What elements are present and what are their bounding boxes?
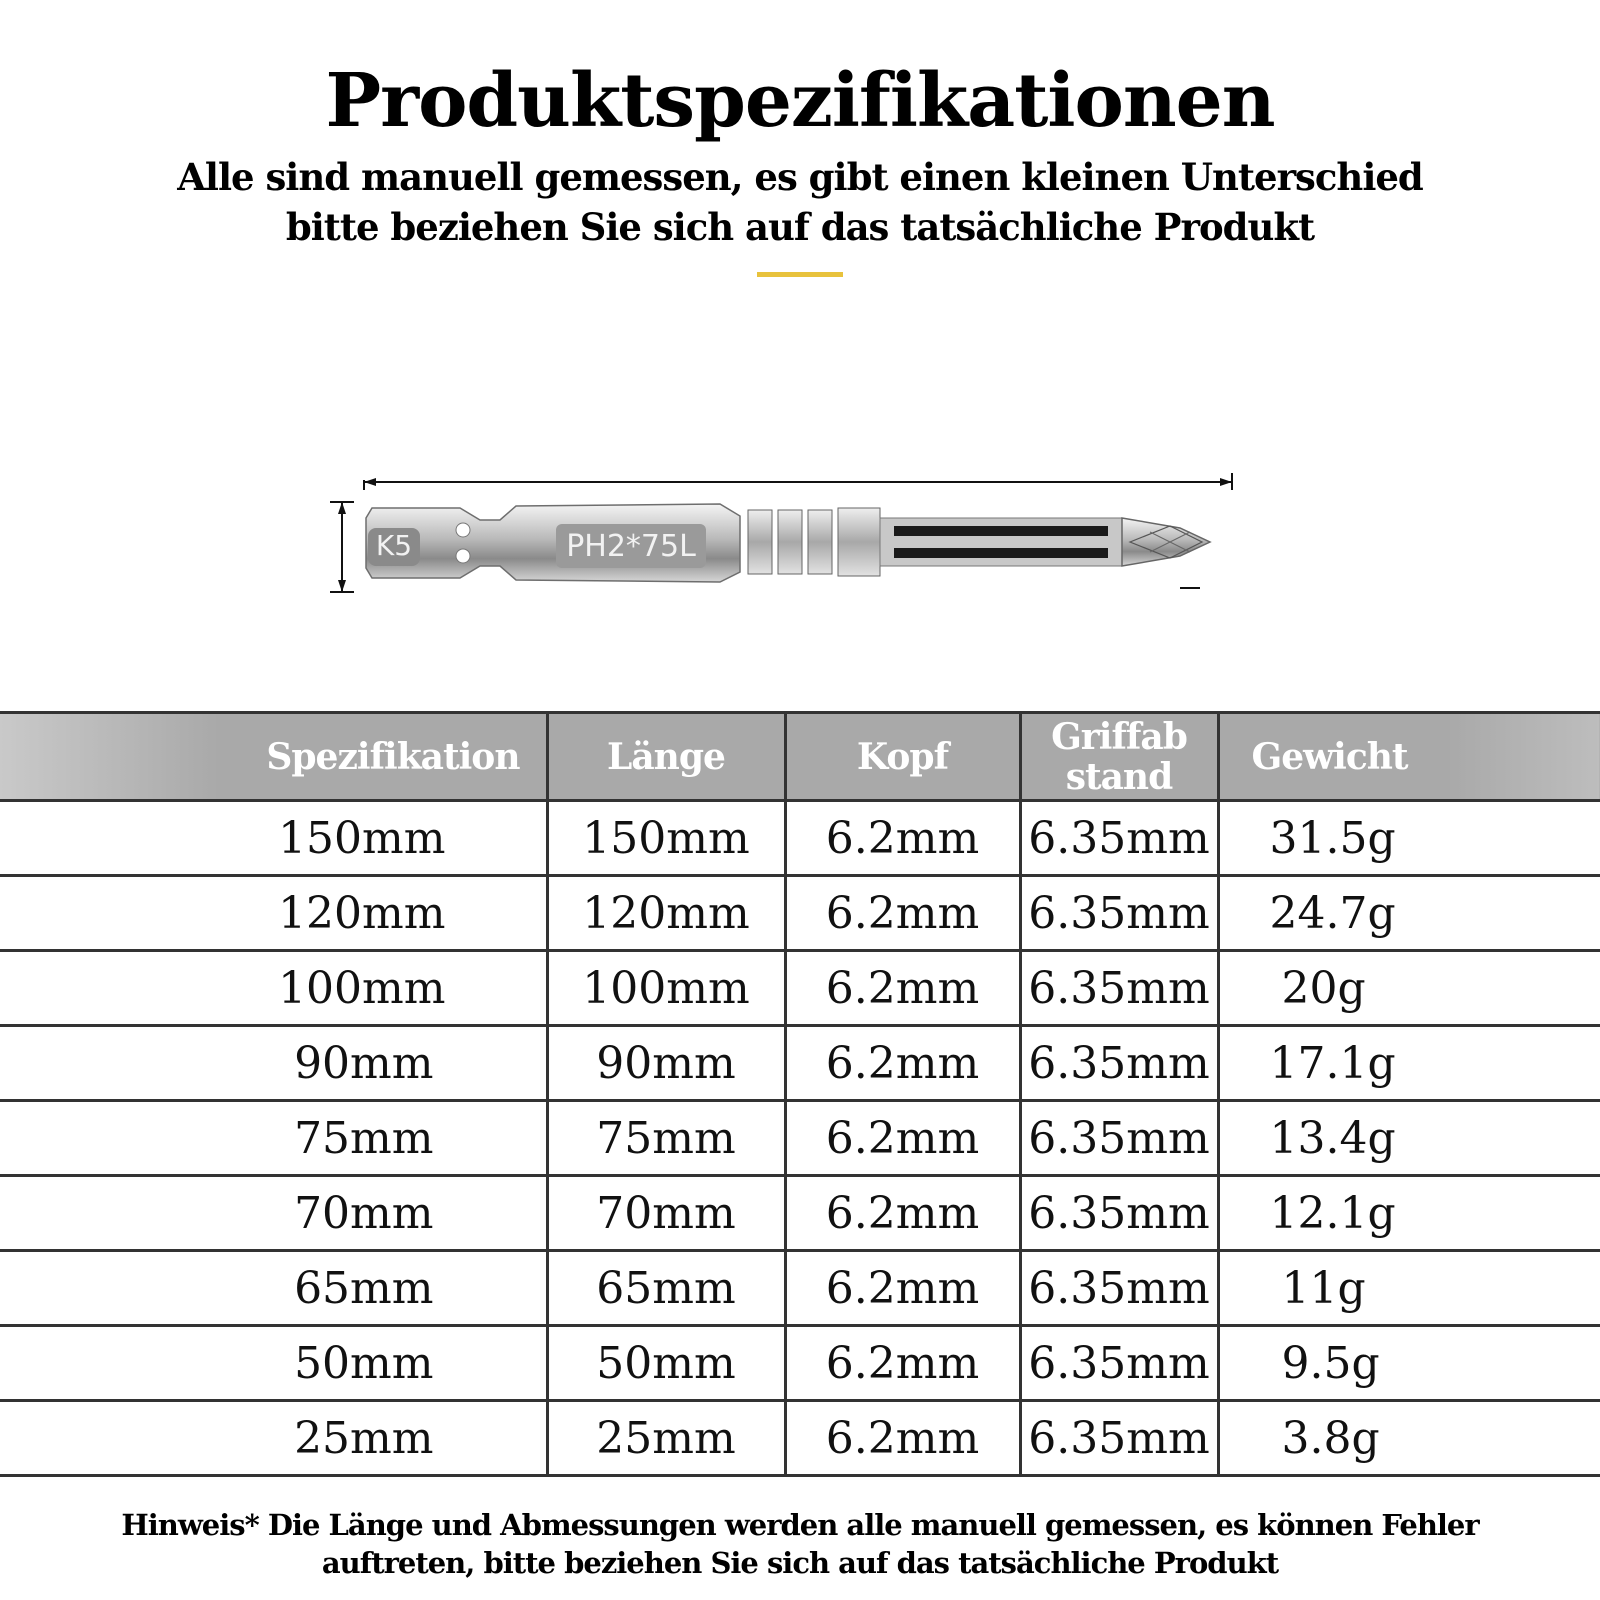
grip-cell: 6.35mm xyxy=(1020,1101,1218,1176)
table-row xyxy=(0,876,1600,951)
length-cell: 70mm xyxy=(547,1176,785,1251)
subtitle-line-1: Alle sind manuell gemessen, es gibt einen kleinen Unterschied xyxy=(177,155,1423,199)
spec-cell: 25mm xyxy=(0,1401,547,1476)
head-cell: 6.2mm xyxy=(785,1176,1020,1251)
table-header-row xyxy=(0,713,1600,801)
table-row xyxy=(0,1101,1600,1176)
table-row xyxy=(0,1326,1600,1401)
height-dimension-arrow xyxy=(330,502,354,592)
length-cell: 150mm xyxy=(547,801,785,876)
head-cell: 6.2mm xyxy=(785,1401,1020,1476)
bit-shaft xyxy=(880,518,1122,566)
table-row xyxy=(0,1401,1600,1476)
table-row xyxy=(0,1026,1600,1101)
head-cell: 6.2mm xyxy=(785,801,1020,876)
magnetic-rings xyxy=(748,508,880,576)
spec-cell: 65mm xyxy=(0,1251,547,1326)
spec-cell: 120mm xyxy=(0,876,547,951)
head-cell: 6.2mm xyxy=(785,1101,1020,1176)
column-header: Länge xyxy=(547,713,785,801)
column-header: Gewicht xyxy=(1218,713,1600,801)
head-cell: 6.2mm xyxy=(785,1251,1020,1326)
spec-cell: 150mm xyxy=(0,801,547,876)
spec-cell: 70mm xyxy=(0,1176,547,1251)
subtitle-line-2: bitte beziehen Sie sich auf das tatsächliche Produkt xyxy=(285,205,1315,249)
length-cell: 50mm xyxy=(547,1326,785,1401)
weight-cell: 24.7g xyxy=(1218,876,1600,951)
accent-divider xyxy=(757,272,843,277)
weight-cell: 3.8g xyxy=(1218,1401,1600,1476)
hex-label: K5 xyxy=(375,529,413,562)
weight-cell: 12.1g xyxy=(1218,1176,1600,1251)
footnote-line-2: auftreten, bitte beziehen Sie sich auf das tatsächliche Produkt xyxy=(321,1546,1279,1580)
length-cell: 90mm xyxy=(547,1026,785,1101)
grip-cell: 6.35mm xyxy=(1020,1176,1218,1251)
model-label: PH2*75L xyxy=(566,529,696,564)
weight-cell: 11g xyxy=(1218,1251,1600,1326)
grip-cell: 6.35mm xyxy=(1020,951,1218,1026)
weight-cell: 20g xyxy=(1218,951,1600,1026)
table-row xyxy=(0,801,1600,876)
grip-cell: 6.35mm xyxy=(1020,1401,1218,1476)
spec-cell: 90mm xyxy=(0,1026,547,1101)
weight-cell: 17.1g xyxy=(1218,1026,1600,1101)
weight-cell: 13.4g xyxy=(1218,1101,1600,1176)
head-cell: 6.2mm xyxy=(785,951,1020,1026)
table-row xyxy=(0,951,1600,1026)
screwdriver-bit-illustration xyxy=(330,470,1250,610)
length-cell: 100mm xyxy=(547,951,785,1026)
footnote-line-1: Hinweis* Die Länge und Abmessungen werden alle manuell gemessen, es können Fehler xyxy=(121,1508,1479,1542)
length-cell: 75mm xyxy=(547,1101,785,1176)
column-header: Spezifikation xyxy=(0,713,547,801)
table-row xyxy=(0,1251,1600,1326)
grip-cell: 6.35mm xyxy=(1020,1026,1218,1101)
spec-cell: 75mm xyxy=(0,1101,547,1176)
grip-cell: 6.35mm xyxy=(1020,1326,1218,1401)
spec-cell: 100mm xyxy=(0,951,547,1026)
head-cell: 6.2mm xyxy=(785,1026,1020,1101)
grip-cell: 6.35mm xyxy=(1020,1251,1218,1326)
weight-cell: 31.5g xyxy=(1218,801,1600,876)
page-title: Produktspezifikationen xyxy=(325,58,1275,144)
grip-cell: 6.35mm xyxy=(1020,801,1218,876)
column-header: Griffab stand xyxy=(1020,713,1218,801)
table-row xyxy=(0,1176,1600,1251)
phillips-tip xyxy=(1122,518,1210,566)
head-cell: 6.2mm xyxy=(785,1326,1020,1401)
column-header: Kopf xyxy=(785,713,1020,801)
head-cell: 6.2mm xyxy=(785,876,1020,951)
length-cell: 120mm xyxy=(547,876,785,951)
spec-table xyxy=(0,711,1600,1477)
length-cell: 65mm xyxy=(547,1251,785,1326)
length-cell: 25mm xyxy=(547,1401,785,1476)
spec-cell: 50mm xyxy=(0,1326,547,1401)
weight-cell: 9.5g xyxy=(1218,1326,1600,1401)
length-dimension-arrow xyxy=(364,473,1232,490)
grip-cell: 6.35mm xyxy=(1020,876,1218,951)
